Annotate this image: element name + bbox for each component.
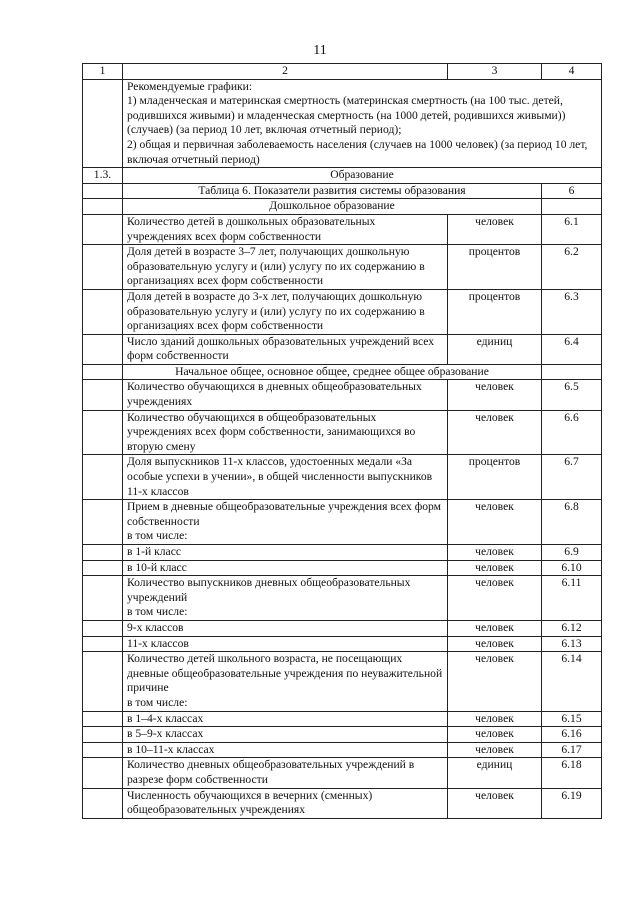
empty-cell — [83, 727, 123, 743]
unit-cell: человек — [448, 500, 542, 545]
unit-cell: человек — [448, 742, 542, 758]
page-number: 11 — [313, 43, 327, 58]
indicator-name: Количество обучающихся в дневных общеобразовательных учреждениях — [127, 380, 422, 409]
indicator-name: в 10–11-х классах — [127, 742, 215, 756]
subsection-preschool: Дошкольное образование — [123, 199, 542, 215]
empty-cell — [83, 334, 123, 364]
indicator-name-cell — [123, 727, 448, 743]
unit-cell: человек — [448, 576, 542, 621]
section-title: Образование — [123, 168, 602, 184]
indicator-name: Прием в дневные общеобразовательные учреждения всех форм собственности — [127, 500, 442, 528]
indicator-name-cell — [123, 742, 448, 758]
empty-cell — [83, 652, 123, 711]
indicator-name-cell — [123, 380, 448, 410]
indicator-name-cell — [123, 334, 448, 364]
empty-cell — [83, 245, 123, 290]
unit-cell: человек — [448, 545, 542, 561]
table-row — [83, 380, 602, 410]
unit-cell: единиц — [448, 758, 542, 788]
recommended-title: Рекомендуемые графики: — [127, 79, 253, 93]
unit-cell: человек — [448, 652, 542, 711]
code-cell: 6.1 — [542, 214, 602, 244]
table-row — [83, 289, 602, 334]
recommended-item-1: 1) младенческая и материнская смертность (материнская смертность (на 100 тыс. детей, родившихся живыми) и младенческая смертность (на 1000 детей, родившихся живыми)) (случаев) (за период 10 лет, включая отчетный период); — [127, 94, 566, 137]
indicator-name-cell — [123, 455, 448, 500]
empty-cell — [83, 758, 123, 788]
empty-cell — [83, 576, 123, 621]
indicator-name: 11-х классов — [127, 636, 189, 650]
empty-cell — [83, 380, 123, 410]
indicator-name: в 1-й класс — [127, 545, 181, 558]
indicator-name-cell — [123, 214, 448, 244]
unit-cell: человек — [448, 727, 542, 743]
code-cell: 6.10 — [542, 560, 602, 576]
unit-cell: человек — [448, 410, 542, 455]
table-row — [83, 500, 602, 545]
indicator-name: Количество выпускников дневных общеобразовательных учреждений — [127, 576, 411, 604]
section-row — [83, 168, 602, 184]
indicator-name: Количество детей школьного возраста, не посещающих дневные общеобразовательные учреждения по неуважительной причине — [127, 652, 443, 695]
code-cell: 6.6 — [542, 410, 602, 455]
table-row — [83, 742, 602, 758]
unit-cell: человек — [448, 636, 542, 652]
indicator-name: Количество дневных общеобразовательных учреждений в разрезе форм собственности — [127, 758, 415, 786]
table-row — [83, 636, 602, 652]
indicator-name: Численность обучающихся в вечерних (сменных) общеобразовательных учреждениях — [127, 788, 373, 817]
empty-cell — [83, 560, 123, 576]
indicator-name-cell — [123, 652, 448, 711]
code-cell: 6.8 — [542, 500, 602, 545]
indicators-table — [82, 63, 602, 819]
recommended-charts-row — [83, 79, 602, 168]
indicator-name: Доля детей в возрасте до 3-х лет, получающих дошкольную образовательную услугу и (или) услугу по их содержанию в организациях всех форм собственности — [127, 289, 425, 333]
indicator-name: в 10-й класс — [127, 560, 187, 574]
table-row — [83, 652, 602, 711]
indicator-name: в 5–9-х классах — [127, 727, 204, 741]
indicator-name-cell — [123, 788, 448, 818]
table-row — [83, 758, 602, 788]
code-cell: 6.5 — [542, 380, 602, 410]
indicator-name-cell — [123, 758, 448, 788]
unit-cell: человек — [448, 560, 542, 576]
code-cell: 6.17 — [542, 742, 602, 758]
empty-cell — [83, 79, 123, 168]
empty-cell — [83, 289, 123, 334]
indicator-name: Количество детей в дошкольных образовательных учреждениях всех форм собственности — [127, 214, 376, 243]
empty-cell — [83, 455, 123, 500]
subsection-general: Начальное общее, основное общее, среднее общее образование — [123, 364, 542, 380]
column-header-3: 3 — [448, 64, 542, 80]
table-title: Таблица 6. Показатели развития системы образования — [123, 183, 542, 199]
recommended-charts-cell — [123, 79, 602, 168]
indicator-name: Число зданий дошкольных образовательных учреждений всех форм собственности — [127, 334, 435, 363]
empty-cell — [83, 199, 123, 215]
indicator-name-cell — [123, 636, 448, 652]
unit-cell: человек — [448, 620, 542, 636]
table-row — [83, 410, 602, 455]
table-number: 6 — [542, 183, 602, 199]
column-header-row — [83, 64, 602, 80]
indicator-name: Доля детей в возрасте 3–7 лет, получающих дошкольную образовательную услугу и (или) услугу по их содержанию в организациях всех форм собственности — [127, 245, 425, 288]
unit-cell: процентов — [448, 289, 542, 334]
unit-cell: единиц — [448, 334, 542, 364]
indicator-name-cell — [123, 620, 448, 636]
indicator-note: в том числе: — [127, 695, 188, 709]
empty-cell — [83, 500, 123, 545]
code-cell: 6.12 — [542, 620, 602, 636]
table-row — [83, 576, 602, 621]
code-cell: 6.4 — [542, 334, 602, 364]
indicator-name-cell — [123, 289, 448, 334]
table-row — [83, 727, 602, 743]
empty-cell — [83, 788, 123, 818]
table-title-row — [83, 183, 602, 199]
code-cell: 6.11 — [542, 576, 602, 621]
subsection-row — [83, 364, 602, 380]
table-row — [83, 788, 602, 818]
indicator-name-cell — [123, 560, 448, 576]
code-cell: 6.2 — [542, 245, 602, 290]
code-cell: 6.15 — [542, 711, 602, 727]
indicator-name-cell — [123, 245, 448, 290]
code-cell: 6.3 — [542, 289, 602, 334]
code-cell: 6.19 — [542, 788, 602, 818]
table-row — [83, 245, 602, 290]
indicator-name: Количество обучающихся в общеобразовательных учреждениях всех форм собственности, занимающихся во вторую смену — [127, 410, 416, 453]
unit-cell: человек — [448, 788, 542, 818]
code-cell: 6.9 — [542, 545, 602, 561]
unit-cell: процентов — [448, 455, 542, 500]
column-header-4: 4 — [542, 64, 602, 80]
empty-cell — [83, 742, 123, 758]
indicator-name: Доля выпускников 11-х классов, удостоенных медали «За особые успехи в учении», в общей численности выпускников 11-х классов — [127, 455, 433, 498]
table-row — [83, 620, 602, 636]
recommended-item-2: 2) общая и первичная заболеваемость населения (случаев на 1000 человек) (за период 10 лет, включая отчетный период) — [127, 137, 588, 166]
unit-cell: человек — [448, 711, 542, 727]
code-cell: 6.13 — [542, 636, 602, 652]
table-row — [83, 711, 602, 727]
empty-cell — [83, 545, 123, 561]
empty-cell — [83, 410, 123, 455]
empty-cell — [83, 214, 123, 244]
empty-cell — [83, 711, 123, 727]
indicator-name: 9-х классов — [127, 620, 184, 634]
unit-cell: человек — [448, 214, 542, 244]
table-row — [83, 455, 602, 500]
empty-cell — [542, 199, 602, 215]
empty-cell — [83, 183, 123, 199]
empty-cell — [542, 364, 602, 380]
empty-cell — [83, 364, 123, 380]
unit-cell: человек — [448, 380, 542, 410]
indicator-note: в том числе: — [127, 529, 188, 543]
indicator-name-cell — [123, 711, 448, 727]
empty-cell — [83, 620, 123, 636]
section-number: 1.3. — [83, 168, 123, 184]
code-cell: 6.16 — [542, 727, 602, 743]
code-cell: 6.14 — [542, 652, 602, 711]
code-cell: 6.7 — [542, 455, 602, 500]
indicator-note: в том числе: — [127, 605, 188, 619]
empty-cell — [83, 636, 123, 652]
unit-cell: процентов — [448, 245, 542, 290]
code-cell: 6.18 — [542, 758, 602, 788]
column-header-2: 2 — [123, 64, 448, 80]
table-row — [83, 545, 602, 561]
table-row — [83, 334, 602, 364]
indicator-name: в 1–4-х классах — [127, 711, 204, 725]
indicator-name-cell — [123, 545, 448, 561]
indicator-name-cell — [123, 576, 448, 621]
table-row — [83, 560, 602, 576]
table-row — [83, 214, 602, 244]
subsection-row — [83, 199, 602, 215]
indicator-name-cell — [123, 500, 448, 545]
indicator-name-cell — [123, 410, 448, 455]
column-header-1: 1 — [83, 64, 123, 80]
